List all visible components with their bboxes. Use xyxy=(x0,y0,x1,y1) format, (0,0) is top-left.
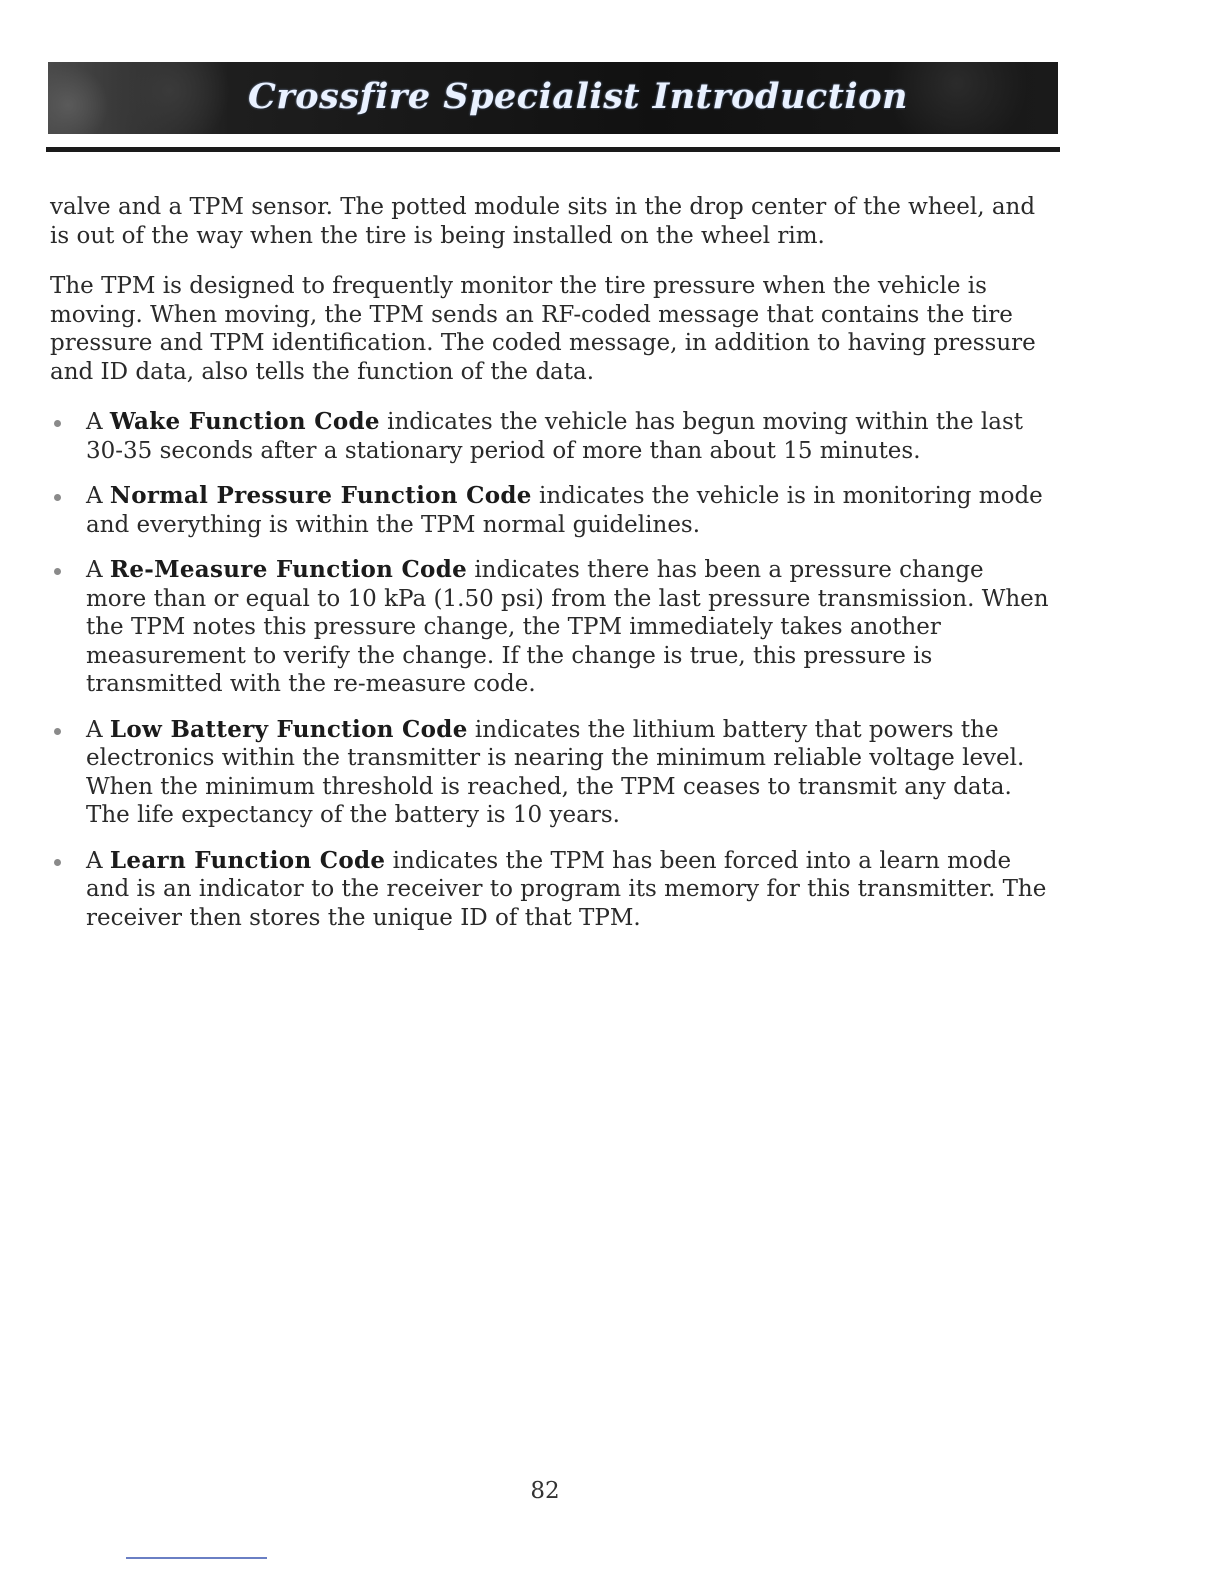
bullet-prefix: A xyxy=(86,409,110,435)
body-paragraph: The TPM is designed to frequently monitor the tire pressure when the vehicle is moving. When moving, the TPM sends an RF-coded message that contains the tire pressure and TPM identification. The coded message, in addition to having pressure and ID data, also tells the function of the data. xyxy=(50,273,1036,385)
page-title: Crossfire Specialist Introduction xyxy=(248,76,909,117)
header-banner xyxy=(48,62,1058,134)
list-item-low-battery xyxy=(50,716,1050,830)
page-number: 82 xyxy=(530,1478,560,1504)
bullet-prefix: A xyxy=(86,557,110,583)
function-code-list xyxy=(50,408,1050,932)
bullet-prefix: A xyxy=(86,483,110,509)
term-learn-function-code: Learn Function Code xyxy=(109,846,386,874)
term-normal-pressure-function-code: Normal Pressure Function Code xyxy=(109,482,532,509)
bullet-description: indicates the vehicle has begun moving within the last 30-35 seconds after a stationary period of more than about 15 minutes. xyxy=(86,409,1024,464)
term-wake-function-code: Wake Function Code xyxy=(109,408,380,435)
list-item-learn xyxy=(50,847,1050,933)
bullet-prefix: A xyxy=(86,716,110,743)
bullet-icon xyxy=(54,728,61,735)
bullet-icon xyxy=(54,859,61,866)
footer-line xyxy=(126,1557,267,1559)
bullet-icon xyxy=(54,494,61,501)
bullet-icon xyxy=(54,420,61,427)
bullet-icon xyxy=(54,568,61,575)
body-paragraph: valve and a TPM sensor. The potted module sits in the drop center of the wheel, and is out of the way when the tire is being installed on the wheel rim. xyxy=(50,194,1036,249)
list-item-normal-pressure xyxy=(50,482,1050,539)
bullet-description: indicates the vehicle is in monitoring mode and everything is within the TPM normal guidelines. xyxy=(86,483,1043,538)
term-low-battery-function-code: Low Battery Function Code xyxy=(109,715,468,743)
bullet-description: indicates there has been a pressure change more than or equal to 10 kPa (1.50 psi) from the last pressure transmission. When the TPM notes this pressure change, the TPM immediately takes another measurement to verify the change. If the change is true, this pressure is transmitted with the re-measure code. xyxy=(86,557,1049,697)
term-re-measure-function-code: Re-Measure Function Code xyxy=(109,556,468,583)
bullet-prefix: A xyxy=(86,847,110,874)
page-body xyxy=(50,193,1050,949)
list-item-wake xyxy=(50,408,1050,465)
bullet-description: indicates the lithium battery that powers the electronics within the transmitter is nearing the minimum reliable voltage level. When the minimum threshold is reached, the TPM ceases to transmit any data. The life expectancy of the battery is 10 years. xyxy=(86,716,1025,828)
header-divider xyxy=(46,147,1060,152)
list-item-re-measure xyxy=(50,556,1050,699)
bullet-description: indicates the TPM has been forced into a learn mode and is an indicator to the receiver to program its memory for this transmitter. The receiver then stores the unique ID of that TPM. xyxy=(86,847,1047,931)
